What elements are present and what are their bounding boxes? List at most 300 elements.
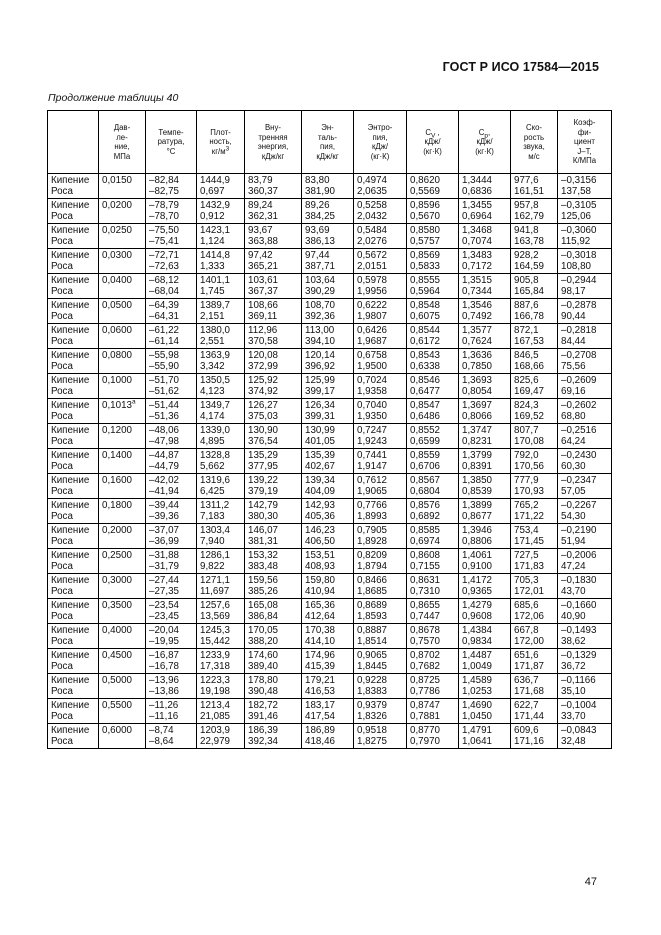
phase-label: Кипение: [51, 350, 90, 361]
cell-value: 166,78: [514, 311, 544, 322]
value-cell-s: [354, 724, 407, 749]
pressure-value: 0,6000: [102, 725, 132, 736]
cell-value: 0,5964: [410, 286, 440, 297]
cell-value: 159,80: [305, 575, 335, 586]
cell-value: 0,8596: [410, 200, 440, 211]
phase-label: Кипение: [51, 375, 90, 386]
cell-value: 1,3697: [462, 400, 492, 411]
column-header-line: ле-: [116, 132, 128, 142]
cell-value: 0,9834: [462, 636, 492, 647]
cell-value: –64,31: [149, 311, 179, 322]
cell-value: 35,10: [561, 686, 586, 697]
phase-label-cell: [48, 524, 99, 549]
cell-value: 64,24: [561, 436, 586, 447]
cell-value: 142,93: [305, 500, 335, 511]
cell-value: 1,3515: [462, 275, 492, 286]
table-row: [48, 324, 612, 349]
cell-value: 0,8770: [410, 725, 440, 736]
cell-value: 171,68: [514, 686, 544, 697]
value-cell-w: [511, 674, 558, 699]
value-cell-h: [302, 424, 354, 449]
column-header-line: Ско-: [525, 123, 543, 132]
pressure-value: 0,0250: [102, 225, 132, 236]
pressure-cell: [99, 274, 146, 299]
cell-value: 609,6: [514, 725, 539, 736]
table-row: [48, 174, 612, 199]
cell-value: 120,14: [305, 350, 335, 361]
phase-label: Кипение: [51, 675, 90, 686]
cell-value: 167,53: [514, 336, 544, 347]
value-cell-cv: [407, 349, 459, 374]
value-cell-s: [354, 449, 407, 474]
cell-value: –0,2267: [561, 500, 597, 511]
cell-value: 164,59: [514, 261, 544, 272]
value-cell-u: [245, 574, 302, 599]
value-cell-s: [354, 249, 407, 274]
cell-value: –51,70: [149, 375, 179, 386]
cell-value: 402,67: [305, 461, 335, 472]
column-header-line: энергия,: [257, 142, 289, 151]
cell-value: 415,39: [305, 661, 335, 672]
value-cell-s: [354, 549, 407, 574]
pressure-value: 0,0300: [102, 250, 132, 261]
value-cell-w: [511, 324, 558, 349]
value-cell-t: [146, 549, 197, 574]
value-cell-rho: [197, 424, 245, 449]
cell-value: 89,24: [248, 200, 273, 211]
cell-value: 0,7612: [357, 475, 387, 486]
pressure-cell: [99, 549, 146, 574]
value-cell-cp: [459, 624, 511, 649]
cell-value: 367,37: [248, 286, 278, 297]
cell-value: 139,22: [248, 475, 278, 486]
cell-value: –51,44: [149, 400, 179, 411]
value-cell-cp: [459, 224, 511, 249]
cell-value: 120,08: [248, 350, 278, 361]
phase-label: Кипение: [51, 625, 90, 636]
column-header-line: рость: [523, 132, 545, 142]
cell-value: –72,63: [149, 261, 179, 272]
column-header-line: $кг/м^3$: [211, 145, 230, 156]
cell-value: –42,02: [149, 475, 179, 486]
phase-label: Роса: [51, 561, 73, 572]
cell-value: –0,1004: [561, 700, 597, 711]
cell-value: 0,8576: [410, 500, 440, 511]
cell-value: 36,72: [561, 661, 586, 672]
pressure-cell: [99, 574, 146, 599]
cell-value: 1,9956: [357, 286, 387, 297]
value-cell-jt: [558, 274, 612, 299]
cell-value: –19,95: [149, 636, 179, 647]
value-cell-h: [302, 674, 354, 699]
cell-value: 0,697: [200, 186, 225, 197]
cell-value: 380,30: [248, 511, 278, 522]
value-cell-cv: [407, 399, 459, 424]
cell-value: 375,03: [248, 411, 278, 422]
cell-value: 171,22: [514, 511, 544, 522]
table-row: [48, 424, 612, 449]
cell-value: 2,0635: [357, 186, 387, 197]
cell-value: 777,9: [514, 475, 539, 486]
value-cell-s: [354, 574, 407, 599]
value-cell-u: [245, 299, 302, 324]
pressure-cell: [99, 499, 146, 524]
pressure-value: 0,3000: [102, 575, 132, 586]
phase-label-cell: [48, 474, 99, 499]
cell-value: 93,67: [248, 225, 273, 236]
cell-value: 169,52: [514, 411, 544, 422]
value-cell-cv: [407, 324, 459, 349]
cell-value: 1,9350: [357, 411, 387, 422]
phase-label-cell: [48, 674, 99, 699]
value-cell-w: [511, 224, 558, 249]
value-cell-h: [302, 624, 354, 649]
value-cell-rho: [197, 624, 245, 649]
cell-value: 404,09: [305, 486, 335, 497]
pressure-cell: [99, 649, 146, 674]
cell-value: 399,17: [305, 386, 335, 397]
cell-value: 0,7172: [462, 261, 492, 272]
phase-label: Роса: [51, 411, 73, 422]
cell-value: 1,0641: [462, 736, 492, 747]
cell-value: 170,38: [305, 625, 335, 636]
phase-label: Кипение: [51, 650, 90, 661]
cell-value: 941,8: [514, 225, 539, 236]
value-cell-jt: [558, 649, 612, 674]
cell-value: –0,1329: [561, 650, 597, 661]
value-cell-cp: [459, 649, 511, 674]
value-cell-s: [354, 224, 407, 249]
cell-value: 0,9065: [357, 650, 387, 661]
cell-value: –51,36: [149, 411, 179, 422]
value-cell-s: [354, 474, 407, 499]
pressure-cell: [99, 724, 146, 749]
cell-value: 667,8: [514, 625, 539, 636]
phase-label: Роса: [51, 386, 73, 397]
cell-value: 0,8678: [410, 625, 440, 636]
cell-value: –0,2516: [561, 425, 597, 436]
cell-value: 22,979: [200, 736, 230, 747]
cell-value: 383,48: [248, 561, 278, 572]
cell-value: 1,3693: [462, 375, 492, 386]
cell-value: 174,96: [305, 650, 335, 661]
phase-label: Кипение: [51, 175, 90, 186]
column-header-line: таль-: [317, 132, 338, 142]
value-cell-u: [245, 274, 302, 299]
cell-value: 115,92: [561, 236, 591, 247]
phase-label-cell: [48, 499, 99, 524]
cell-value: 1432,9: [200, 200, 230, 211]
value-cell-h: [302, 699, 354, 724]
cell-value: –20,04: [149, 625, 179, 636]
value-cell-cv: [407, 174, 459, 199]
cell-value: –82,75: [149, 186, 179, 197]
phase-label: Роса: [51, 536, 73, 547]
cell-value: –0,1493: [561, 625, 597, 636]
cell-value: 408,93: [305, 561, 335, 572]
cell-value: 0,7786: [410, 686, 440, 697]
value-cell-h: [302, 724, 354, 749]
cell-value: 186,89: [305, 725, 335, 736]
table-row: [48, 274, 612, 299]
cell-value: 1,3468: [462, 225, 492, 236]
value-cell-h: [302, 399, 354, 424]
cell-value: 38,62: [561, 636, 586, 647]
phase-label: Роса: [51, 361, 73, 372]
value-cell-t: [146, 424, 197, 449]
cell-value: –0,2818: [561, 325, 597, 336]
cell-value: 1328,8: [200, 450, 230, 461]
cell-value: 376,54: [248, 436, 278, 447]
cell-value: 1,4384: [462, 625, 492, 636]
value-cell-cp: [459, 699, 511, 724]
value-cell-h: [302, 299, 354, 324]
cell-value: 0,7024: [357, 375, 387, 386]
cell-value: 1,3444: [462, 175, 492, 186]
cell-value: 753,4: [514, 525, 539, 536]
cell-value: –64,39: [149, 300, 179, 311]
value-cell-rho: [197, 649, 245, 674]
cell-value: 0,8585: [410, 525, 440, 536]
cell-value: 1,745: [200, 286, 225, 297]
value-cell-h: [302, 499, 354, 524]
cell-value: 0,6075: [410, 311, 440, 322]
value-cell-w: [511, 649, 558, 674]
column-header-line: циент: [573, 137, 596, 147]
cell-value: 390,29: [305, 286, 335, 297]
value-cell-t: [146, 299, 197, 324]
cell-value: 1,8445: [357, 661, 387, 672]
value-cell-jt: [558, 474, 612, 499]
cell-value: 2,151: [200, 311, 225, 322]
cell-value: 174,60: [248, 650, 278, 661]
cell-value: 1,3799: [462, 450, 492, 461]
value-cell-t: [146, 724, 197, 749]
value-cell-t: [146, 599, 197, 624]
value-cell-w: [511, 349, 558, 374]
value-cell-u: [245, 249, 302, 274]
value-cell-cv: [407, 724, 459, 749]
value-cell-u: [245, 324, 302, 349]
cell-value: 89,26: [305, 200, 330, 211]
cell-value: 125,06: [561, 211, 591, 222]
cell-value: 369,11: [248, 311, 278, 322]
pressure-value: 0,4500: [102, 650, 132, 661]
value-cell-rho: [197, 324, 245, 349]
pressure-cell: [99, 674, 146, 699]
cell-value: 5,662: [200, 461, 225, 472]
cell-value: 84,44: [561, 336, 586, 347]
pressure-cell: [99, 374, 146, 399]
value-cell-jt: [558, 424, 612, 449]
column-header-line: Темпе-: [158, 127, 184, 137]
cell-value: 0,6804: [410, 486, 440, 497]
cell-value: 142,79: [248, 500, 278, 511]
cell-value: –41,94: [149, 486, 179, 497]
value-cell-cp: [459, 449, 511, 474]
table-row: [48, 524, 612, 549]
cell-value: –75,50: [149, 225, 179, 236]
value-cell-w: [511, 699, 558, 724]
value-cell-h: [302, 324, 354, 349]
cell-value: 392,36: [305, 311, 335, 322]
value-cell-cp: [459, 724, 511, 749]
column-header-line: ратура,: [157, 137, 185, 147]
cell-value: 165,84: [514, 286, 544, 297]
cell-value: 2,0151: [357, 261, 387, 272]
cell-value: 0,5258: [357, 200, 387, 211]
value-cell-h: [302, 474, 354, 499]
cell-value: 83,79: [248, 175, 273, 186]
cell-value: 0,7155: [410, 561, 440, 572]
value-cell-cp: [459, 499, 511, 524]
cell-value: 60,30: [561, 461, 586, 472]
cell-value: 1286,1: [200, 550, 230, 561]
cell-value: –37,07: [149, 525, 179, 536]
pressure-value: 0,1013: [102, 400, 132, 411]
value-cell-rho: [197, 274, 245, 299]
cell-value: 7,940: [200, 536, 225, 547]
value-cell-jt: [558, 374, 612, 399]
phase-label: Роса: [51, 186, 73, 197]
cell-value: 977,6: [514, 175, 539, 186]
cell-value: –39,36: [149, 511, 179, 522]
cell-value: 0,9379: [357, 700, 387, 711]
value-cell-jt: [558, 624, 612, 649]
column-header: [354, 111, 407, 174]
cell-value: –0,2602: [561, 400, 597, 411]
column-header-line: кДж/кг: [316, 151, 339, 161]
phase-label-cell: [48, 624, 99, 649]
cell-value: 146,07: [248, 525, 278, 536]
value-cell-t: [146, 649, 197, 674]
value-cell-cv: [407, 224, 459, 249]
value-cell-cv: [407, 449, 459, 474]
phase-label: Кипение: [51, 575, 90, 586]
cell-value: 1350,5: [200, 375, 230, 386]
cell-value: 159,56: [248, 575, 278, 586]
value-cell-cv: [407, 299, 459, 324]
cell-value: 51,94: [561, 536, 586, 547]
value-cell-h: [302, 199, 354, 224]
cell-value: 0,7905: [357, 525, 387, 536]
value-cell-h: [302, 574, 354, 599]
value-cell-t: [146, 674, 197, 699]
cell-value: 388,20: [248, 636, 278, 647]
column-header: [511, 111, 558, 174]
cell-value: 1303,4: [200, 525, 230, 536]
cell-value: 0,8066: [462, 411, 492, 422]
value-cell-s: [354, 174, 407, 199]
cell-value: 0,6222: [357, 300, 387, 311]
value-cell-rho: [197, 474, 245, 499]
cell-value: 0,6892: [410, 511, 440, 522]
value-cell-cv: [407, 274, 459, 299]
column-header-line: Коэф-: [573, 118, 596, 128]
cell-value: –68,12: [149, 275, 179, 286]
cell-value: 1245,3: [200, 625, 230, 636]
phase-label-cell: [48, 349, 99, 374]
cell-value: 0,8631: [410, 575, 440, 586]
phase-label: Роса: [51, 661, 73, 672]
phase-label: Кипение: [51, 700, 90, 711]
cell-value: 727,5: [514, 550, 539, 561]
cell-value: 362,31: [248, 211, 278, 222]
cell-value: 1,9687: [357, 336, 387, 347]
cell-value: 0,9365: [462, 586, 492, 597]
cell-value: 0,8725: [410, 675, 440, 686]
cell-value: 824,3: [514, 400, 539, 411]
value-cell-cv: [407, 424, 459, 449]
column-header-line: кДж/кг: [261, 151, 285, 161]
cell-value: –13,96: [149, 675, 179, 686]
value-cell-w: [511, 549, 558, 574]
phase-label-cell: [48, 199, 99, 224]
cell-value: 385,26: [248, 586, 278, 597]
cell-value: –31,88: [149, 550, 179, 561]
value-cell-rho: [197, 699, 245, 724]
cell-value: –0,1660: [561, 600, 597, 611]
cell-value: 1,4279: [462, 600, 492, 611]
cell-value: 108,66: [248, 300, 278, 311]
value-cell-t: [146, 249, 197, 274]
cell-value: 1,4172: [462, 575, 492, 586]
value-cell-cp: [459, 199, 511, 224]
value-cell-jt: [558, 499, 612, 524]
column-header-line: Вну-: [264, 123, 281, 132]
cell-value: –55,90: [149, 361, 179, 372]
value-cell-rho: [197, 374, 245, 399]
phase-label-cell: [48, 424, 99, 449]
cell-value: –78,79: [149, 200, 179, 211]
value-cell-cv: [407, 499, 459, 524]
value-cell-w: [511, 449, 558, 474]
cell-value: 0,5670: [410, 211, 440, 222]
value-cell-rho: [197, 724, 245, 749]
cell-value: –0,3156: [561, 175, 597, 186]
phase-label: Кипение: [51, 275, 90, 286]
cell-value: 0,8552: [410, 425, 440, 436]
cell-value: 1,3455: [462, 200, 492, 211]
cell-value: 0,8806: [462, 536, 492, 547]
cell-value: 4,123: [200, 386, 225, 397]
column-header: [558, 111, 612, 174]
value-cell-jt: [558, 399, 612, 424]
cell-value: 97,44: [305, 250, 330, 261]
table-body: [48, 174, 612, 749]
phase-label-cell: [48, 699, 99, 724]
cell-value: 113,00: [305, 325, 335, 336]
phase-label: Кипение: [51, 550, 90, 561]
cell-value: –51,62: [149, 386, 179, 397]
column-header-line: $C_V$ ,: [425, 127, 440, 140]
cell-value: 1,8514: [357, 636, 387, 647]
cell-value: 1,4690: [462, 700, 492, 711]
pressure-value: 0,4000: [102, 625, 132, 636]
table-row: [48, 449, 612, 474]
value-cell-rho: [197, 599, 245, 624]
cell-value: 0,7881: [410, 711, 440, 722]
value-cell-w: [511, 174, 558, 199]
cell-value: 1,4061: [462, 550, 492, 561]
value-cell-s: [354, 324, 407, 349]
cell-value: 103,64: [305, 275, 335, 286]
value-cell-cp: [459, 349, 511, 374]
value-cell-cv: [407, 524, 459, 549]
pressure-value: 0,2500: [102, 550, 132, 561]
cell-value: 1,8275: [357, 736, 387, 747]
cell-value: 0,8747: [410, 700, 440, 711]
